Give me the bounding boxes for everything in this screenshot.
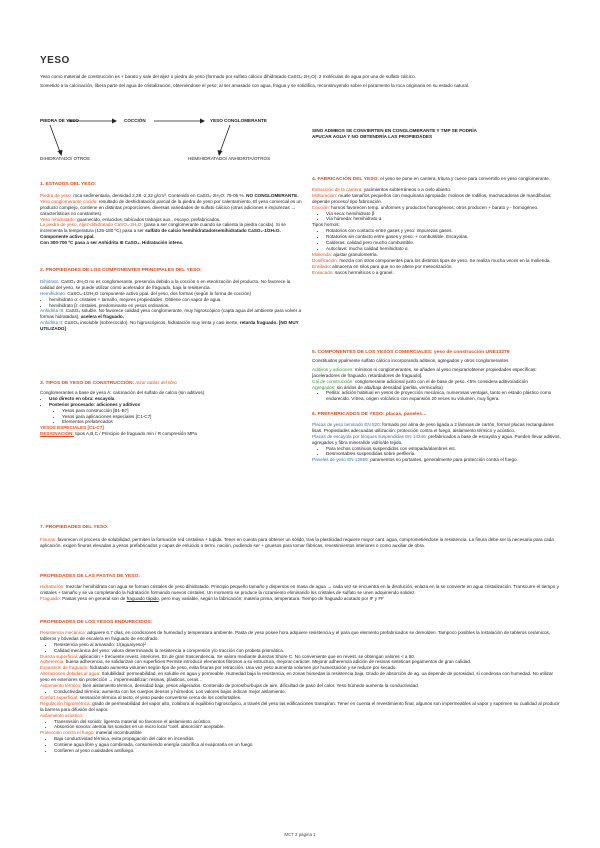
text: conglomerante adicional junto con el de base de yeso. <5% considera aditivo/adición <box>353 378 528 384</box>
text: Pastas yeso en general son de <box>60 595 126 601</box>
text: hidratado aumenta volumen según tipo de yeso, evita fisuras por retracción. Una vez yeso aumenta volumen por humectación y se reduce por secado. <box>88 665 397 671</box>
term: Fisuras: <box>40 536 57 542</box>
list-item: • Rotatorios sin contacto entre gases y yeso: + combustible. Escayolas. <box>326 234 562 240</box>
text-bold: sulfato de calcio hemihidratado/semihidratado CaSO₄·1/2H₂O. Componente activo ppal. <box>40 228 281 240</box>
term: Expansión de fraguado: <box>40 665 89 671</box>
text: grado de permeabilidad del vapor alto, colabora al equilibrio higroscópico, a través del yeso las edificaciones transpiran. Tener en cuenta el revestimiento final, algunos son impermeables al vapor y suprimen su cualidad al producir la barrera para difusión del vapor. <box>40 700 560 712</box>
term: Yeso rehidratado: <box>40 216 76 222</box>
term: Hidratación: <box>40 583 65 589</box>
text: guarnecido, enlucidos, tabicados trabajos aux., escayo, prefabricados. <box>75 216 221 222</box>
heading-note: mirar tablas del libro <box>134 380 177 385</box>
list-item: • Elementos prefabricados <box>62 419 302 425</box>
text: formado por alma de yeso ligada a 2 láminas de cartón, formar placas rectangulares lisas. Propiedades adecuadas utilización: protección contra el fuego, aislamiento térmico y acústico. <box>312 421 554 433</box>
arrow-line <box>50 125 60 152</box>
term: Paneles de yeso EN 12859: <box>312 457 369 463</box>
text: material incombustible <box>94 730 142 736</box>
section-estados <box>40 182 302 246</box>
term: Protección contra el fuego: <box>40 730 95 736</box>
list-item: • hemihidrato β: cristales, predominante en yesos ordinarios. <box>49 303 302 309</box>
list-item: • Confieren al yeso cualidades antifuego. <box>54 748 562 754</box>
intro-paragraph-2: Sometido a la calcinación, libera parte del agua de cristalización, obteniéndose el yeso; al ser amasado con agua, fragua y se solidifica, reconstruyendo sobre el paramento la roca originaria en su estado natural. <box>40 82 470 88</box>
section-tipos <box>40 380 302 437</box>
text-bold: NO CONGLOMERANTE. <box>244 192 299 198</box>
section-prefabricados <box>312 412 562 463</box>
intro <box>40 74 560 89</box>
text: sin áridos de alta/baja densidad (perlita, vermiculita) <box>335 384 443 390</box>
process-diagram <box>40 112 560 162</box>
section-heading: 2. PROPIEDADES DE LOS COMPONENTES PRINCIPALES DEL YESO: <box>40 268 202 273</box>
list-item: • Resistencia yeso al amasado: 1/(agua/yeso)² <box>54 642 562 648</box>
text: favorecen el proceso de solubilidad, permiten la formación red cristalina + tupida. Tener en cuenta para obtener un sólido, tras la plasticidad requiere mayor cant. agua, comprometiéndose la resistencia. La finura debe ser la necesaria para cada aplicación, exigen finuras elevadas a yesos prefabricados y capas de enlucido o termi. nación, pudiendo ser + gruesos para tomar fábricas, revestimientos interiores o como auxiliar de obra. <box>40 536 554 548</box>
diagram-note: SINO ADMBOS SE CONVIERTEN EN CONGLOMERANTE Y TMP SE PODRÍA APUCAR AGUA Y NO OBTENDRÍA LAS PROPIEDADES <box>312 128 477 139</box>
section-fabricacion <box>312 176 562 276</box>
section-endurecidos <box>40 620 562 754</box>
term: Hemihidrato: <box>40 290 67 296</box>
term: Cocción: <box>312 204 330 210</box>
list-item: • hemihidrato α: cristales + tamaño, mejores propiedades. Obtiene con vapor de agua. <box>49 297 302 303</box>
list-item: • Uso directo en obra: escayola <box>49 396 302 402</box>
text-underline: fraguado rápido <box>126 595 159 601</box>
text: bien aislamiento térmico, densidad baja, yesos aligerados. Contenido de poros/burbujas de aire, dificultad de paso del calor. Yeso húmedo aumenta la conductividad. <box>81 683 419 689</box>
term: Molturación: <box>312 192 338 198</box>
term: Resistencia mecánica: <box>40 629 86 635</box>
list-item: • Conductividad térmica: aumenta con los cuerpos densos y húmedos. Los valores bajos indican mejor aislamiento. <box>54 689 562 695</box>
list-item: • Contiene agua libre y agua combinada, consumiendo energía calorífica al evaporarla en un fuego <box>54 742 562 748</box>
text-bold: acelera el fraguado. <box>79 314 125 320</box>
list-item: • Autoclave: mucha calidad hemihidrato α. <box>326 246 562 252</box>
term: Cal de construcción: <box>312 378 354 384</box>
section-heading: 1. ESTADOS DEL YESO: <box>40 182 97 187</box>
arrow-head <box>112 119 117 124</box>
node-hemihidratado: HEMIHIDRATADO/ ANHIDRITA/OTROS <box>188 156 271 161</box>
list-item: • Desmontables suspendidas sobre perfilería. <box>326 451 562 457</box>
list-item: • Perlita: adición habitual en yesos de proyección mecánica, numerosas ventajas, tanto en estado plástico como endurecido. Vítrea, origen volcánico con expansión 20 veces su volumen, muy ligera. <box>326 390 562 402</box>
intro-paragraph-1: Yeso como material de construcción es + barato y sale del aljez o piedra de yeso (formado por sulfato cálcico dihidratado CaSO₄·2H₂O): 2 moléculas de agua por una de sulfato cálcico. <box>40 74 416 79</box>
term: Dosificación: <box>312 257 339 263</box>
term: Ensacado: <box>312 269 334 275</box>
text: Conglomerantes a base de yeso A: calcinación del sulfato de calcio (sin aditivos) <box>40 389 205 395</box>
node-piedra-yeso: PIEDRA DE YESO <box>40 118 79 123</box>
text: , pero muy variable, según la fabricación; materia prima, temperatura. Tiempo de fraguado acotado por IF y FF <box>158 595 384 601</box>
node-coccion: COCCIÓN <box>124 118 146 123</box>
text: adquiere 6,7 días, en condiciones de humedad y temperatura ambiente. Pasta de yeso posee hora adquiere resistencia y el para que elemento prefabricados se demolden. Tampoco posibles la instalación de tableros cerámicos, tableros y bóvedas de escalera en fraguado de encofrado. <box>40 629 551 641</box>
text: sacos herméticos o a granel. <box>333 269 394 275</box>
text: hornos favorecen temp. uniformes y productos homogéneos; otros producen + barato y - homogéneo. <box>329 204 539 210</box>
text: paramentos no portantes, generalmente para protección contra el fuego. <box>368 457 518 463</box>
term: Regulación higrométrica: <box>40 700 91 706</box>
term: Dureza superficial: <box>40 653 79 659</box>
text: almacena en silos para que no se altere por meteorización. <box>330 263 453 269</box>
section-heading: 4. FABRICACIÓN DEL YESO: <box>312 177 379 182</box>
section-componentes <box>40 268 302 332</box>
text: ajustar granulometría. <box>331 251 378 257</box>
term: La piedra de yeso, Aljez-dihidratado CaSO₄·2H₂O: <box>40 222 143 228</box>
section-propiedades <box>40 525 562 549</box>
list-item: • Yesos para construcción [B1-B7] <box>62 408 302 414</box>
term: Aditivos y adiciones: <box>312 366 354 372</box>
text: YESOS ESPECIALES [C1-C7] <box>40 425 104 431</box>
term: Placas de escayola por bloques suspendidas EN 14246: <box>312 433 427 439</box>
text: Con 300-700 ºC pasa a ser Anhidrita III CaSO₄. Hidratación intens. <box>40 240 184 246</box>
term: Aislamiento acústico: <box>40 712 84 718</box>
heading-note: el yeso se pone en cantera, tritura y cuece para convertirlo en yeso conglomerante. <box>378 176 551 181</box>
text: CaSO₄·2H₂O no es conglomerante, presencia debido a la cocción o en eteorización del producto. No favorece la calidad del yeso, se puede utilizar como acelerador de fraguado, baja la resistencia. <box>40 278 291 290</box>
term: DESIGNACIÓN: <box>40 431 74 437</box>
text: prefabricados a base de escayola y agua. Pueden llevar aditivos, agregados y fibra mineral/de vidrio/de tejido. <box>312 433 561 445</box>
list-item: • Baja conductividad térmica, evita propagación del calor en incendios. <box>54 736 562 742</box>
list-item: • Calderas: calidad pero mucho combustible. <box>326 240 562 246</box>
text: mezclar hemihidrato con agua se forman cristales de yeso dihidratado. Principio pequeño tamaño y dispersos en masa de agua → cada vez se encuentra en la disolución, enlaza en la se convierte en agua cristalización. Transcurre el tiempo y cristales + tamaño y se va completando la hidratación formando nuevos cristales. Un momento se produce la rozamiento eliminando los cristales de sulfato se unen adquiriendo solidez. <box>40 583 559 595</box>
term: Ensilado: <box>312 263 331 269</box>
list-item: • Vía seca: hemihidrato β <box>326 211 562 217</box>
term: Piedra de yeso: <box>40 192 72 198</box>
text: resultado de deshidratación parcial de la piedra de yeso por calentamiento. El yeso comercial es un producto complejo, contiene en distintas proporciones, diversas variedades de sulfato cálcico (otras adiciones e impurezas → características no constantes). <box>40 198 302 216</box>
term: Dihidrato: <box>40 278 60 284</box>
term: Confort superficial: <box>40 694 79 700</box>
text-bold: retarda fraguado. [NO MUY UTILIZADO] <box>40 320 299 332</box>
node-dihidratado: DIHIDRATADO/ OTROS <box>40 156 90 161</box>
text: mínimos ni conglomerantes, se añaden al yeso mejorar/obtener propiedades específicas: [aceleradores de fraguado, retardadores de fraguado]. <box>312 366 537 378</box>
node-yeso-conglomerante: YESO CONGLOMERANTE <box>210 118 267 123</box>
list-item: • Rotatorios con contacto entre gases y yeso: impurezas gases. <box>326 228 562 234</box>
page-title: YESO <box>40 55 70 66</box>
arrow-line <box>220 125 230 152</box>
text: Tipos hornos: <box>312 222 340 228</box>
term: Molienda: <box>312 251 332 257</box>
text: CaSO₄ insoluble (sobrecocido). No higroscópicos, hidratación muy lenta y casi inerte, <box>63 320 239 326</box>
text: (pasa a ser conglomerante cuando se calienta la piedra cocida). Si se incrementa la temperatura (125-180 ºC) pasa a ser <box>40 222 286 234</box>
list-item: • Yesos para aplicaciones especiales [C1-C7] <box>62 414 302 420</box>
section-comerciales <box>312 350 562 402</box>
text: roca sedimentaria, densidad 2,28 -2,32 g/cm³. Contenido en CaSO₄·2H₂O: 75-05 %. <box>71 192 245 198</box>
arrow-head <box>200 119 205 124</box>
section-heading: 3. TIPOS DE YESO DE CONSTRUCCIÓN: <box>40 381 135 386</box>
text: muele tamaños pequeños con maquinaria apropiada: molinos de rodillos, machacadoras de mandíbulas; depende proceso/ tipo fabricación. <box>312 192 552 204</box>
text: buena adherencia, se solidarizan con superficies Permite introducir elementos fibrosos a su estructura, mejorar carácter. Mejorar adherencia adición de resinas sintéticas pegamentos de gran calidad. <box>64 659 472 665</box>
list-item: • Absorción sonora: atenúa los sonidos en un micro local "coef. absorción" aceptable. <box>54 724 562 730</box>
diagram-arrows <box>40 112 560 162</box>
list-item: • Calidad mecánica del yeso: valora determinando la resistencia a compresión y/o tracción con probeta prismática. <box>54 648 562 654</box>
term: Placas de yeso laminado EN 520: <box>312 421 381 427</box>
list-item: • Vía húmeda: hemihidrato α. <box>326 216 562 222</box>
list-item: • Para techos continuos suspendidos con estopada/alambres etc. <box>326 446 562 452</box>
term: Alteraciones debidas al agua: <box>40 671 101 677</box>
section-heading: 7. PROPIEDADES DEL YESO: <box>40 525 109 530</box>
list-item: • Transmisión del sonido: ligereza material no favorece el aislamiento acústico. <box>54 719 562 725</box>
text: CaSO₄ soluble. No favorece calidad yeso conglomerante, muy higroscópico (capta agua del ambiente para volver a formas hidratadas), <box>40 308 302 320</box>
term: Anhidrita II: <box>40 320 64 326</box>
term: Fraguado: <box>40 595 61 601</box>
section-heading: PROPIEDADES DE LAS PASTAS DE YESO: <box>40 574 141 579</box>
term: Agregados: <box>312 384 336 390</box>
list-item: • Posterior procesado: adiciones y aditivos <box>49 402 302 408</box>
page-footer: MCT 2 página 1 <box>284 832 316 837</box>
term: Yeso conglomerante cocido: <box>40 198 98 204</box>
text: sensación térmica al tacto, el yeso puede convertirse cerca de los confortables. <box>78 694 242 700</box>
text: Constituidos ppalmente sulfato cálcico incorporando aditivos, agregados y otros conglomerantes <box>312 357 509 363</box>
text: aplicación + frecuente revest. interiores. En de gran trascendencia. Se valora mediante durezas Shore C. No conveniente que en revest. se obtengan valores < a 50. <box>78 653 416 659</box>
text: yacimientos subterráneos o a cielo abierto. <box>362 186 452 192</box>
section-heading: 5. COMPONENTES DE LOS YESOS COMERCIALES: yeso de construcción UNE13279 <box>312 350 510 355</box>
section-heading: 6. PREFABRICADOS DE YESO: placas, paneles… <box>312 412 427 417</box>
text: tipos A,B,C / Principio de fraguado min / R compresión MPa <box>73 431 197 437</box>
text: CaSO₄·1/2H₂O componente activo ppal. del yeso, dos formas (según la forma de cocción) <box>66 290 251 296</box>
section-pastas <box>40 574 562 602</box>
text: Solubilidad: permeabilidad, en soluble en agua y permeable. Humedad baja la resistencia, en zonas húmedas la resistencia baja. Grado de absorción de ag. ua depende de porosidad, sí condensa con humedad. No utilizar yeso en exteriores sin protección → impermeabilizar: resinas, plásticos, ceras... <box>40 671 554 683</box>
term: Extracción de la cantera: <box>312 186 363 192</box>
text: mezcla con otros componentes para los distintos tipos de yeso. Se realiza mucha veces en la molienda. <box>338 257 551 263</box>
section-heading: PROPIEDADES DE LOS YESOS ENDURECIDOS: <box>40 620 153 625</box>
term: Anhidrita III: <box>40 308 65 314</box>
term: Aislamiento térmico: <box>40 683 82 689</box>
term: Adherencia: <box>40 659 65 665</box>
